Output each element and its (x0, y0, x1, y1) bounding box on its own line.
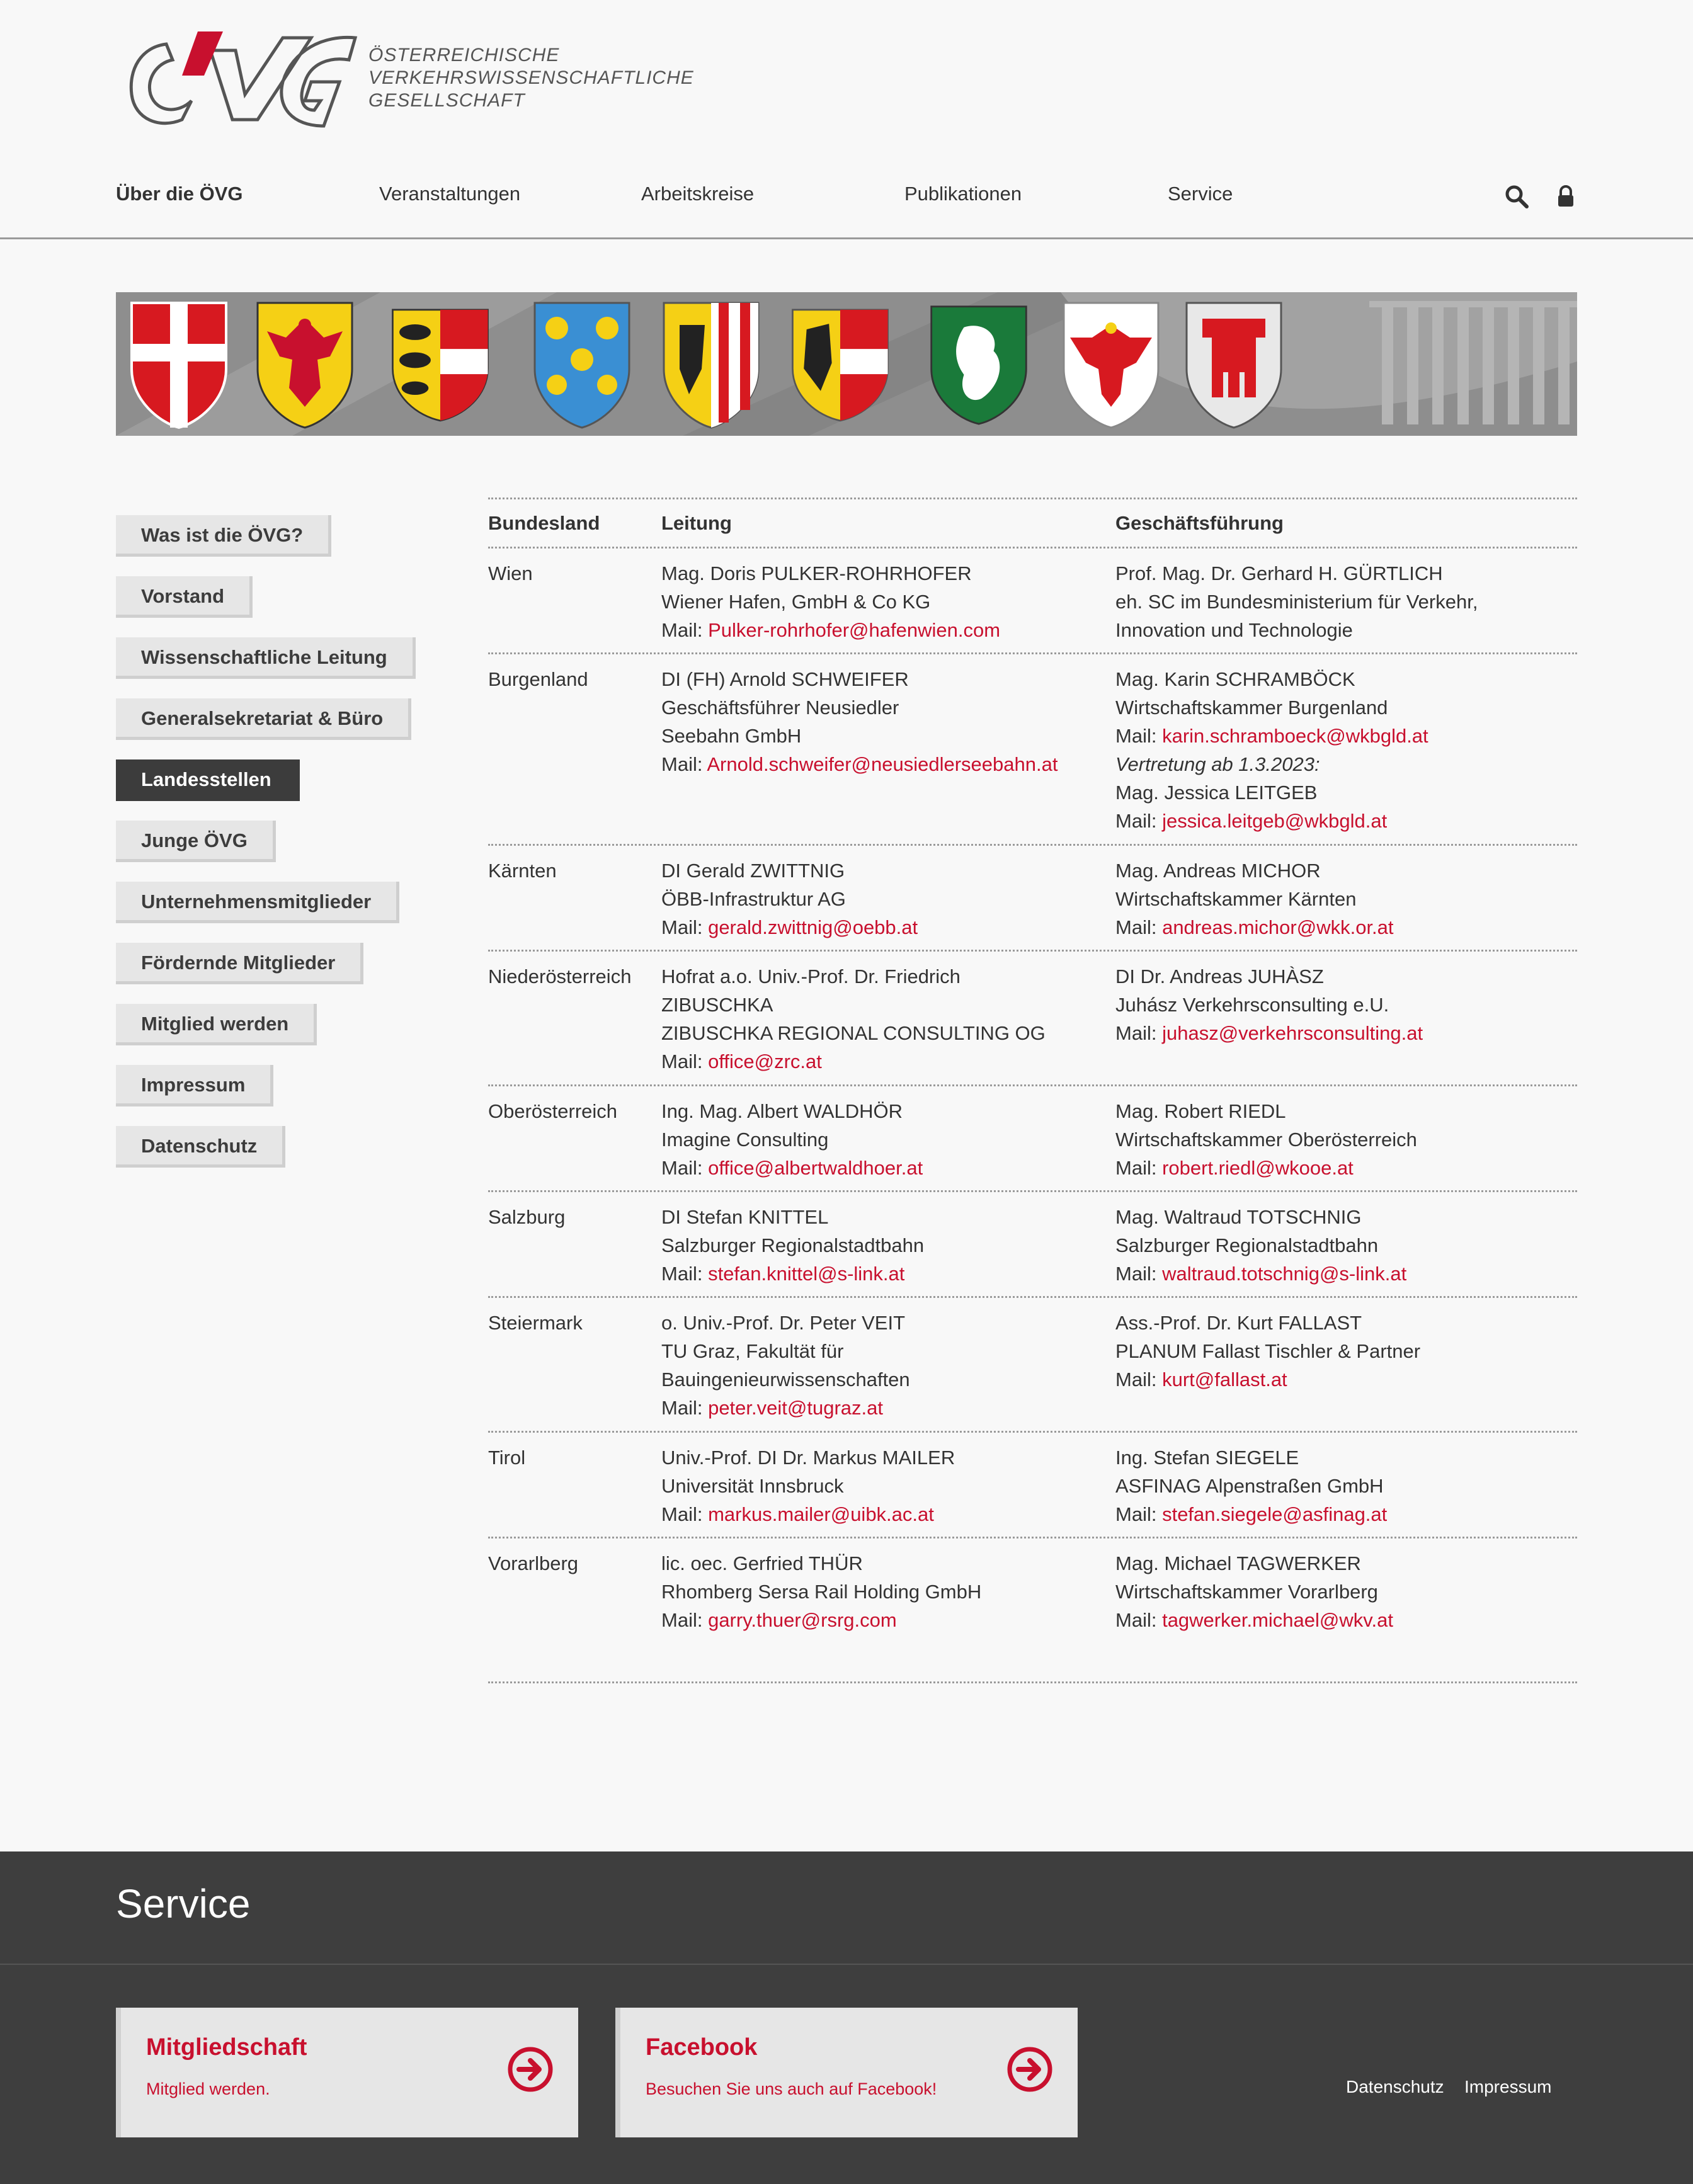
gf-line: eh. SC im Bundesministerium für Verkehr, (1115, 591, 1478, 613)
crest-vorarlberg (1183, 300, 1284, 429)
cell-bundesland: Salzburg (488, 1206, 566, 1228)
cell-geschaeftsfuehrung (1115, 1549, 1393, 1634)
oevg-logo[interactable] (122, 25, 368, 139)
crest-wien (128, 300, 229, 429)
mail-label: Mail: (1115, 916, 1163, 938)
leitung-mail-line (661, 1394, 910, 1422)
table-divider (488, 950, 1577, 952)
cell-geschaeftsfuehrung (1115, 559, 1478, 644)
nav-service[interactable]: Service (1168, 183, 1233, 205)
site-header (0, 0, 1693, 239)
gf-mail-line (1115, 1019, 1423, 1047)
logo-line-3: GESELLSCHAFT (368, 90, 525, 111)
crest-salzburg (790, 300, 891, 429)
gf-mail-line (1115, 1500, 1387, 1528)
sidebar-item-wissenschaftliche-leitung[interactable]: Wissenschaftliche Leitung (116, 637, 416, 679)
gf-mail-line (1115, 807, 1428, 835)
gf-note: Vertretung ab 1.3.2023: (1115, 753, 1320, 775)
mail-label: Mail: (1115, 1157, 1163, 1179)
cell-bundesland: Kärnten (488, 860, 557, 882)
footer-divider (0, 1964, 1693, 1965)
mail-link[interactable]: andreas.michor@wkk.or.at (1162, 916, 1394, 938)
sidebar-item-mitglied-werden[interactable]: Mitglied werden (116, 1004, 317, 1045)
gf-line: Mag. Karin SCHRAMBÖCK (1115, 668, 1355, 690)
cell-geschaeftsfuehrung (1115, 1097, 1417, 1182)
mail-link[interactable]: robert.riedl@wkooe.at (1162, 1157, 1354, 1179)
gf-mail-line (1115, 1260, 1406, 1288)
gf-line: DI Dr. Andreas JUHÀSZ (1115, 965, 1324, 987)
gf-line: Wirtschaftskammer Kärnten (1115, 888, 1357, 910)
mail-label: Mail: (661, 1157, 709, 1179)
card-subtitle: Besuchen Sie uns auch auf Facebook! (646, 2079, 937, 2098)
leitung-mail-line (661, 1500, 955, 1528)
sidebar-item-foerdernde-mitglieder[interactable]: Fördernde Mitglieder (116, 943, 363, 984)
mail-label: Mail: (1115, 1368, 1163, 1391)
cell-leitung (661, 1309, 910, 1422)
sidebar-item-impressum[interactable]: Impressum (116, 1065, 273, 1106)
header-geschaeftsfuehrung: Geschäftsführung (1115, 512, 1284, 534)
footer-title: Service (116, 1881, 251, 1926)
arrow-right-circle-icon[interactable] (506, 2045, 554, 2093)
mail-label: Mail: (661, 916, 709, 938)
cell-bundesland: Oberösterreich (488, 1100, 618, 1122)
gf-line: Mag. Waltraud TOTSCHNIG (1115, 1206, 1362, 1228)
cell-leitung (661, 1097, 923, 1182)
sidebar-item-unternehmensmitglieder[interactable]: Unternehmensmitglieder (116, 882, 399, 923)
leitung-line: DI (FH) Arnold SCHWEIFER (661, 668, 909, 690)
mail-link[interactable]: office@zrc.at (708, 1050, 822, 1072)
leitung-line: ÖBB-Infrastruktur AG (661, 888, 846, 910)
mail-label: Mail: (1115, 1022, 1163, 1044)
gf-line: Juhász Verkehrsconsulting e.U. (1115, 994, 1389, 1016)
mail-label: Mail: (661, 753, 707, 775)
gf-line: Mag. Robert RIEDL (1115, 1100, 1286, 1122)
leitung-line: Rhomberg Sersa Rail Holding GmbH (661, 1581, 982, 1603)
cell-bundesland: Steiermark (488, 1312, 583, 1334)
sidebar-item-vorstand[interactable]: Vorstand (116, 576, 253, 618)
table-divider (488, 1431, 1577, 1433)
leitung-line: Ing. Mag. Albert WALDHÖR (661, 1100, 903, 1122)
leitung-line: ZIBUSCHKA REGIONAL CONSULTING OG (661, 1022, 1046, 1044)
table-divider (488, 1190, 1577, 1192)
leitung-mail-line (661, 913, 918, 941)
table-divider (488, 844, 1577, 846)
cell-leitung (661, 962, 1046, 1076)
gf-line: Innovation und Technologie (1115, 619, 1353, 641)
mail-label: Mail: (1115, 1263, 1163, 1285)
leitung-line: Geschäftsführer Neusiedler (661, 697, 899, 719)
crest-tirol (1061, 300, 1161, 429)
cell-bundesland: Tirol (488, 1447, 526, 1469)
leitung-mail-line (661, 616, 1000, 644)
leitung-line: Imagine Consulting (661, 1129, 829, 1151)
crest-steiermark (928, 300, 1029, 429)
cell-geschaeftsfuehrung (1115, 856, 1394, 941)
gf-line: Wirtschaftskammer Vorarlberg (1115, 1581, 1378, 1603)
table-divider (488, 1537, 1577, 1538)
lock-icon[interactable] (1553, 184, 1578, 209)
cell-geschaeftsfuehrung (1115, 665, 1428, 835)
table-divider (488, 1681, 1577, 1683)
mail-link[interactable]: jessica.leitgeb@wkbgld.at (1162, 810, 1388, 832)
mail-label: Mail: (1115, 810, 1163, 832)
leitung-line: Bauingenieurwissenschaften (661, 1368, 910, 1391)
crest-kaernten (390, 300, 491, 429)
crest-oberoesterreich (661, 300, 761, 429)
leitung-mail-line (661, 1260, 924, 1288)
table-divider (488, 547, 1577, 549)
crest-niederoesterreich (532, 300, 632, 429)
gf-line: Mag. Andreas MICHOR (1115, 860, 1321, 882)
sidebar-item-landesstellen[interactable]: Landesstellen (116, 759, 300, 801)
gf-line: ASFINAG Alpenstraßen GmbH (1115, 1475, 1384, 1497)
gf-mail-line (1115, 1154, 1417, 1182)
cell-leitung (661, 665, 1057, 778)
header-leitung: Leitung (661, 512, 732, 534)
mail-label: Mail: (1115, 1609, 1163, 1631)
leitung-mail-line (661, 750, 1057, 778)
leitung-line: Seebahn GmbH (661, 725, 802, 747)
nav-veranstaltungen[interactable]: Veranstaltungen (379, 183, 521, 205)
gf-line: Mag. Jessica LEITGEB (1115, 782, 1318, 804)
mail-label: Mail: (661, 1263, 709, 1285)
leitung-line: ZIBUSCHKA (661, 994, 773, 1016)
gf-mail-line (1115, 1365, 1420, 1394)
mail-label: Mail: (661, 1397, 709, 1419)
cell-leitung (661, 1443, 955, 1528)
mail-link[interactable]: garry.thuer@rsrg.com (708, 1609, 897, 1631)
nav-arbeitskreise[interactable]: Arbeitskreise (641, 183, 755, 205)
coats-of-arms-banner (116, 292, 1577, 436)
mail-link[interactable]: markus.mailer@uibk.ac.at (708, 1503, 934, 1525)
leitung-line: Mag. Doris PULKER-ROHRHOFER (661, 562, 972, 584)
cell-bundesland: Burgenland (488, 668, 588, 690)
gf-line: Wirtschaftskammer Oberösterreich (1115, 1129, 1417, 1151)
mail-link[interactable]: waltraud.totschnig@s-link.at (1162, 1263, 1407, 1285)
table-divider (488, 498, 1577, 499)
leitung-mail-line (661, 1154, 923, 1182)
leitung-line: Wiener Hafen, GmbH & Co KG (661, 591, 931, 613)
crest-burgenland (254, 300, 355, 429)
gf-line: Salzburger Regionalstadtbahn (1115, 1234, 1379, 1256)
mail-label: Mail: (661, 1050, 709, 1072)
mail-label: Mail: (661, 619, 709, 641)
cell-geschaeftsfuehrung (1115, 1203, 1406, 1288)
mail-label: Mail: (661, 1609, 709, 1631)
gf-line: Ing. Stefan SIEGELE (1115, 1447, 1299, 1469)
sidebar-item-datenschutz[interactable]: Datenschutz (116, 1126, 285, 1168)
gf-line: Ass.-Prof. Dr. Kurt FALLAST (1115, 1312, 1362, 1334)
mail-link[interactable]: stefan.siegele@asfinag.at (1162, 1503, 1388, 1525)
card-subtitle: Mitglied werden. (146, 2079, 270, 2098)
cell-leitung (661, 1549, 981, 1634)
mail-link[interactable]: office@albertwaldhoer.at (708, 1157, 923, 1179)
nav-ueber-die-oevg[interactable]: Über die ÖVG (116, 183, 243, 205)
cell-bundesland: Vorarlberg (488, 1552, 579, 1574)
gf-mail-line (1115, 1606, 1393, 1634)
arrow-right-circle-icon[interactable] (1006, 2045, 1054, 2093)
mail-link[interactable]: Pulker-rohrhofer@hafenwien.com (708, 619, 1001, 641)
mail-link[interactable]: kurt@fallast.at (1162, 1368, 1287, 1391)
leitung-line: o. Univ.-Prof. Dr. Peter VEIT (661, 1312, 906, 1334)
leitung-mail-line (661, 1606, 981, 1634)
cell-bundesland: Niederösterreich (488, 965, 632, 987)
footer-link-impressum[interactable]: Impressum (1464, 2077, 1552, 2096)
gf-mail-line (1115, 722, 1428, 750)
leitung-line: TU Graz, Fakultät für (661, 1340, 844, 1362)
card-title: Mitgliedschaft (146, 2034, 307, 2061)
cell-bundesland: Wien (488, 562, 533, 584)
leitung-line: lic. oec. Gerfried THÜR (661, 1552, 863, 1574)
logo-line-1: ÖSTERREICHISCHE (368, 45, 560, 65)
cell-geschaeftsfuehrung (1115, 962, 1423, 1047)
cell-leitung (661, 559, 1000, 644)
leitung-line: Salzburger Regionalstadtbahn (661, 1234, 925, 1256)
gf-line: Mag. Michael TAGWERKER (1115, 1552, 1361, 1574)
sidebar-item-junge-oevg[interactable]: Junge ÖVG (116, 821, 276, 862)
leitung-line: DI Stefan KNITTEL (661, 1206, 829, 1228)
gf-line: PLANUM Fallast Tischler & Partner (1115, 1340, 1421, 1362)
cell-geschaeftsfuehrung (1115, 1443, 1387, 1528)
mail-link[interactable]: gerald.zwittnig@oebb.at (708, 916, 918, 938)
cell-leitung (661, 1203, 924, 1288)
gf-line: Wirtschaftskammer Burgenland (1115, 697, 1388, 719)
sidebar-item-generalsekretariat[interactable]: Generalsekretariat & Büro (116, 698, 411, 740)
card-title: Facebook (646, 2034, 758, 2061)
leitung-line: Hofrat a.o. Univ.-Prof. Dr. Friedrich (661, 965, 961, 987)
mail-link[interactable]: stefan.knittel@s-link.at (708, 1263, 905, 1285)
leitung-line: Univ.-Prof. DI Dr. Markus MAILER (661, 1447, 955, 1469)
mail-label: Mail: (1115, 725, 1163, 747)
mail-link[interactable]: tagwerker.michael@wkv.at (1162, 1609, 1393, 1631)
leitung-line: DI Gerald ZWITTNIG (661, 860, 845, 882)
nav-publikationen[interactable]: Publikationen (904, 183, 1022, 205)
search-icon[interactable] (1504, 184, 1529, 209)
gf-mail-line (1115, 913, 1394, 941)
gf-line: Prof. Mag. Dr. Gerhard H. GÜRTLICH (1115, 562, 1443, 584)
mail-link[interactable]: karin.schramboeck@wkbgld.at (1162, 725, 1428, 747)
mail-label: Mail: (661, 1503, 709, 1525)
logo-line-2: VERKEHRSWISSENSCHAFTLICHE (368, 67, 694, 88)
mail-label: Mail: (1115, 1503, 1163, 1525)
mail-link[interactable]: Arnold.schweifer@neusiedlerseebahn.at (707, 753, 1058, 775)
cell-geschaeftsfuehrung (1115, 1309, 1420, 1394)
header-bundesland: Bundesland (488, 512, 600, 534)
leitung-mail-line (661, 1047, 1046, 1076)
card-facebook[interactable] (615, 2008, 1078, 2137)
logo-wordmark (368, 44, 694, 112)
cell-leitung (661, 856, 918, 941)
footer-link-datenschutz[interactable]: Datenschutz (1346, 2077, 1444, 2096)
mail-link[interactable]: peter.veit@tugraz.at (708, 1397, 883, 1419)
mail-link[interactable]: juhasz@verkehrsconsulting.at (1162, 1022, 1423, 1044)
leitung-line: Universität Innsbruck (661, 1475, 844, 1497)
card-mitgliedschaft[interactable] (116, 2008, 578, 2137)
table-divider (488, 1084, 1577, 1086)
sidebar-item-was-ist-die-oevg[interactable]: Was ist die ÖVG? (116, 515, 331, 557)
table-divider (488, 1296, 1577, 1298)
table-divider (488, 652, 1577, 654)
